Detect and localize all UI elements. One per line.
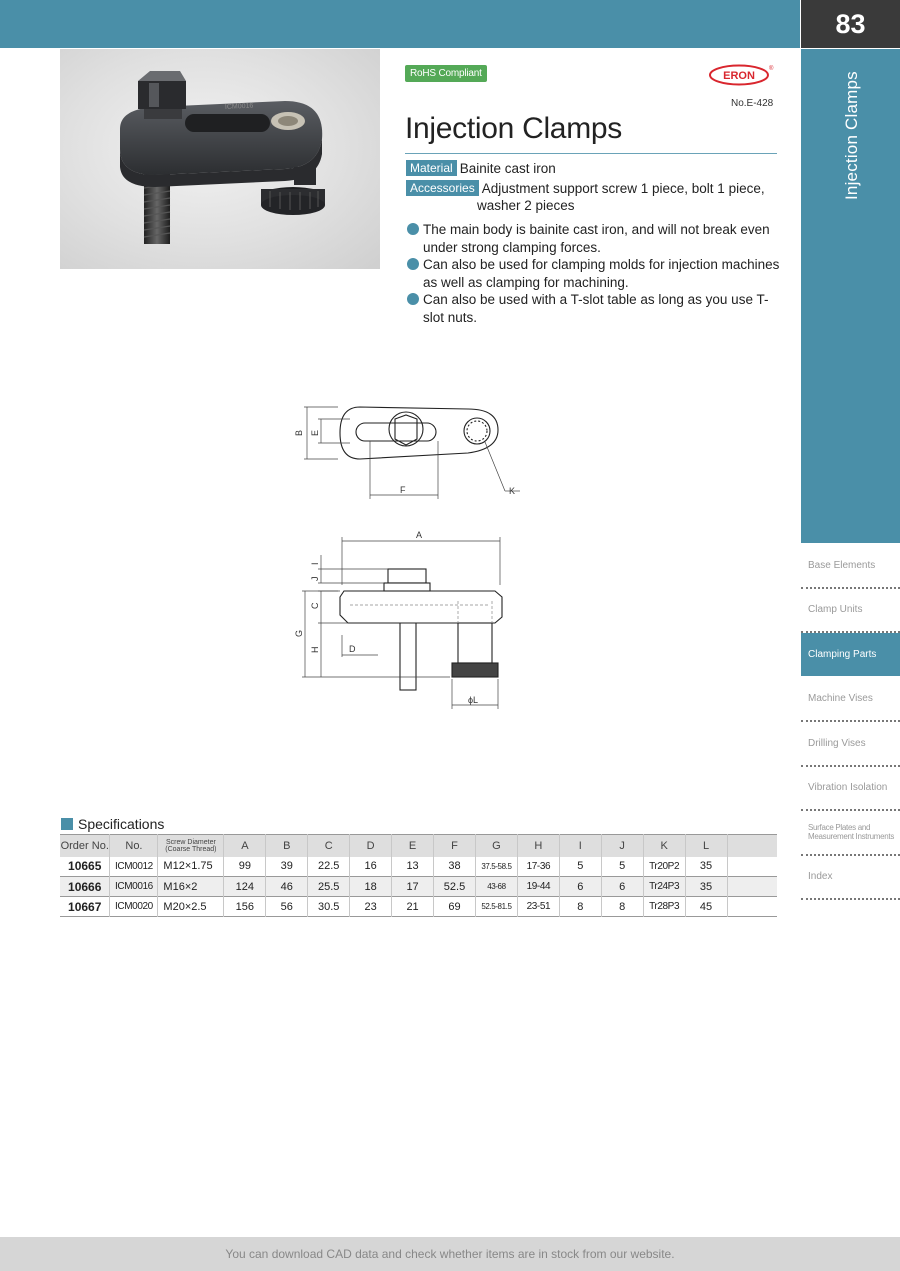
cell-f: 38: [434, 857, 476, 877]
cell-i: 6: [559, 877, 601, 897]
label-h: H: [310, 646, 320, 653]
col-a: A: [224, 835, 266, 857]
col-blank: [727, 835, 777, 857]
col-no: No.: [110, 835, 158, 857]
cell-d: 18: [350, 877, 392, 897]
table-header-row: [60, 835, 777, 857]
nav-item-clamp-units[interactable]: Clamp Units: [801, 589, 900, 634]
specifications-heading: [61, 816, 164, 832]
feature-item: Can also be used with a T-slot table as long as you use T-slot nuts.: [407, 291, 787, 326]
cell-a: 156: [224, 897, 266, 917]
cell-g: 52.5-81.5: [475, 897, 517, 917]
cell-no: ICM0016: [110, 877, 158, 897]
material-value: Bainite cast iron: [459, 161, 556, 176]
page-number: 83: [801, 0, 900, 48]
label-g: G: [294, 629, 304, 637]
cell-g: 43-68: [475, 877, 517, 897]
col-screw-diameter-line2: (Coarse Thread): [165, 845, 217, 853]
cell-k: Tr28P3: [643, 897, 685, 917]
cell-k: Tr20P2: [643, 857, 685, 877]
cell-g: 37.5-58.5: [475, 857, 517, 877]
table-row: [60, 857, 777, 877]
col-b: B: [266, 835, 308, 857]
label-b: B: [294, 429, 304, 436]
col-order-no: Order No.: [60, 839, 109, 852]
col-l: L: [685, 835, 727, 857]
col-d: D: [350, 835, 392, 857]
cell-no: ICM0020: [110, 897, 158, 917]
accessories-line: [406, 180, 765, 197]
cell-b: 46: [266, 877, 308, 897]
cell-blank: [727, 877, 777, 897]
page-title: Injection Clamps: [405, 112, 622, 145]
col-e: E: [392, 835, 434, 857]
col-h: H: [517, 835, 559, 857]
cell-a: 99: [224, 857, 266, 877]
label-k: K: [509, 486, 516, 496]
nav-item-base-elements[interactable]: Base Elements: [801, 544, 900, 589]
dimension-drawing: [290, 395, 530, 715]
cell-j: 8: [601, 897, 643, 917]
cell-e: 13: [392, 857, 434, 877]
top-banner: [0, 0, 800, 48]
feature-item: The main body is bainite cast iron, and will not break even under strong clamping forces.: [407, 221, 787, 256]
heading-square-icon: [61, 818, 73, 830]
col-g: G: [475, 835, 517, 857]
feature-item: Can also be used for clamping molds for injection machines as well as clamping for machining.: [407, 256, 787, 291]
photo-marking: ICM0016: [224, 102, 254, 111]
nav-item-clamping-parts[interactable]: Clamping Parts: [801, 633, 900, 678]
cell-blank: [727, 897, 777, 917]
cell-d: 23: [350, 897, 392, 917]
col-c: C: [308, 835, 350, 857]
cell-blank: [727, 857, 777, 877]
cell-b: 39: [266, 857, 308, 877]
cell-screw: M20×2.5: [158, 897, 224, 917]
cell-k: Tr24P3: [643, 877, 685, 897]
nav-item-index[interactable]: Index: [801, 856, 900, 901]
specifications-title: Specifications: [78, 816, 165, 832]
nav-item-surface-plates[interactable]: Surface Plates and Measurement Instruments: [801, 811, 900, 856]
accessories-value-continued: washer 2 pieces: [477, 198, 575, 213]
cell-h: 19-44: [517, 877, 559, 897]
col-screw-diameter-line1: Screw Diameter: [166, 838, 216, 846]
rohs-badge: RoHS Compliant: [405, 65, 487, 82]
cell-f: 69: [434, 897, 476, 917]
cell-screw: M16×2: [158, 877, 224, 897]
accessories-tag: Accessories: [406, 180, 479, 196]
cell-j: 6: [601, 877, 643, 897]
label-i: I: [310, 562, 320, 565]
label-f: F: [400, 485, 406, 495]
cell-d: 16: [350, 857, 392, 877]
material-line: [406, 160, 556, 177]
registered-mark: ®: [769, 66, 774, 72]
cell-f: 52.5: [434, 877, 476, 897]
col-i: I: [559, 835, 601, 857]
nav-item-vibration-isolation[interactable]: Vibration Isolation: [801, 767, 900, 812]
col-f: F: [434, 835, 476, 857]
cell-b: 56: [266, 897, 308, 917]
cell-no: ICM0012: [110, 857, 158, 877]
cell-i: 8: [559, 897, 601, 917]
cell-e: 17: [392, 877, 434, 897]
cell-l: 35: [685, 857, 727, 877]
cell-l: 35: [685, 877, 727, 897]
nav-item-drilling-vises[interactable]: Drilling Vises: [801, 722, 900, 767]
top-view: [340, 407, 498, 459]
label-d: D: [349, 644, 356, 654]
cell-h: 17-36: [517, 857, 559, 877]
table-row: [60, 877, 777, 897]
cell-e: 21: [392, 897, 434, 917]
label-c: C: [310, 602, 320, 609]
cell-c: 25.5: [308, 877, 350, 897]
cell-order: 10665: [68, 859, 102, 874]
cell-l: 45: [685, 897, 727, 917]
col-screw-diameter: [158, 835, 224, 857]
cell-order: 10667: [68, 899, 102, 914]
cell-h: 23-51: [517, 897, 559, 917]
table-row: [60, 897, 777, 917]
accessories-value: Adjustment support screw 1 piece, bolt 1 piece,: [481, 181, 765, 196]
label-j: J: [310, 576, 320, 581]
cell-c: 22.5: [308, 857, 350, 877]
col-j: J: [601, 835, 643, 857]
material-tag: Material: [406, 160, 457, 176]
category-nav: [801, 544, 900, 900]
eron-logo: [708, 64, 772, 86]
cell-i: 5: [559, 857, 601, 877]
cell-order: 10666: [68, 879, 102, 894]
label-l: ϕL: [468, 695, 479, 705]
cell-screw: M12×1.75: [158, 857, 224, 877]
catalog-number: No.E-428: [731, 98, 774, 109]
footer-notice: You can download CAD data and check whether items are in stock from our website.: [0, 1237, 900, 1271]
sidebar-section-title: Injection Clamps: [842, 71, 861, 200]
feature-list: [407, 221, 787, 326]
nav-item-machine-vises[interactable]: Machine Vises: [801, 678, 900, 723]
eron-logo-text: ERON: [723, 70, 755, 82]
cell-c: 30.5: [308, 897, 350, 917]
side-view: [340, 569, 502, 690]
product-photo: [60, 49, 380, 269]
cell-a: 124: [224, 877, 266, 897]
title-rule: [405, 153, 777, 154]
specifications-table: [60, 834, 777, 917]
label-e: E: [310, 429, 320, 436]
clamp-photo-illustration: [60, 49, 380, 269]
col-k: K: [643, 835, 685, 857]
label-a: A: [416, 530, 423, 540]
cell-j: 5: [601, 857, 643, 877]
